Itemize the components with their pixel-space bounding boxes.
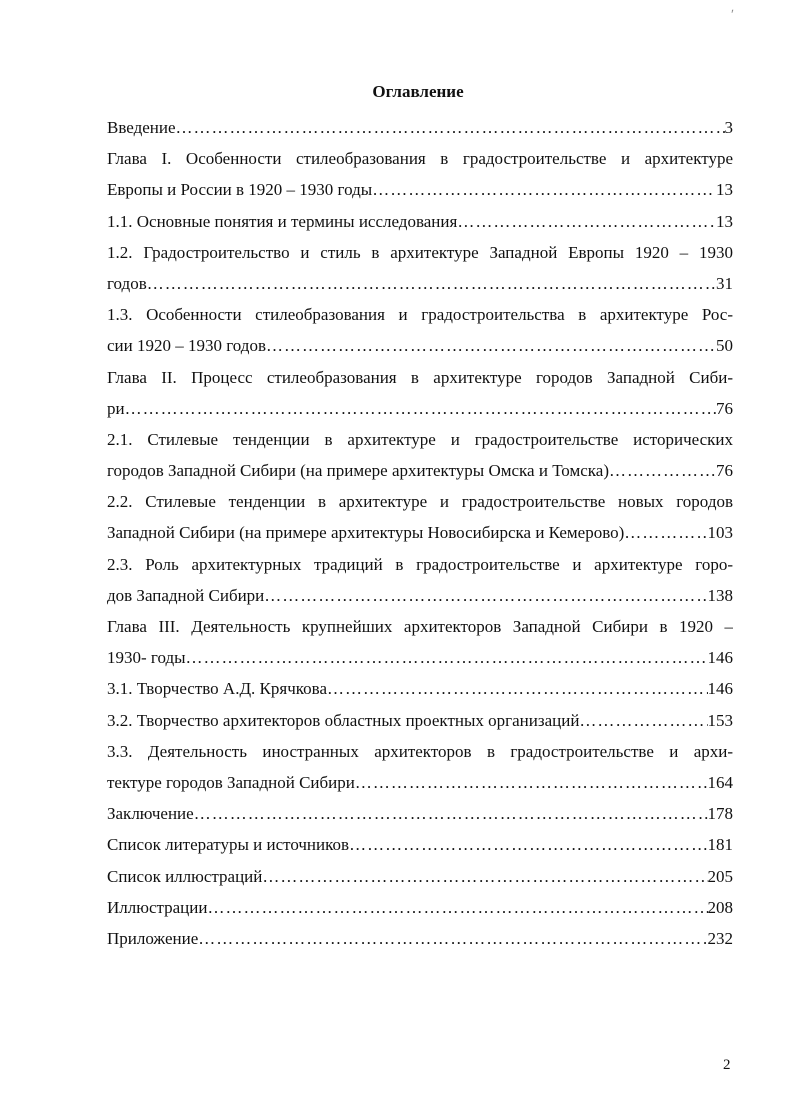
- toc-entry-title: Список литературы и источников: [107, 835, 350, 855]
- toc-entry: [107, 206, 733, 237]
- toc-entry-title: 1.1. Основные понятия и термины исследования: [107, 211, 458, 231]
- dot-leader: [579, 705, 707, 736]
- toc-entry-title: Список иллюстраций: [107, 866, 263, 886]
- toc-entry-page: 50: [716, 336, 733, 356]
- toc-entry-title: 3.2. Творчество архитекторов областных проектных организаций: [107, 710, 580, 730]
- dot-leader: [266, 330, 716, 361]
- toc-entry: [107, 767, 733, 798]
- toc-entry-page: 208: [707, 897, 733, 917]
- dot-leader: [457, 206, 716, 237]
- corner-mark: ʹ: [731, 8, 735, 23]
- toc-entry-page: 153: [707, 710, 733, 730]
- toc-entry-title: годов: [107, 273, 147, 293]
- toc-entry-line: 2.3. Роль архитектурных традиций в градостроительстве и архитектуре горо-: [107, 554, 733, 574]
- toc-entry: [107, 112, 733, 143]
- dot-leader: [262, 861, 707, 892]
- toc-entry: [107, 705, 733, 736]
- toc-entry-title: 1930- годы: [107, 648, 186, 668]
- toc-entry-page: 76: [716, 398, 733, 418]
- toc-entry-title: Европы и России в 1920 – 1930 годы: [107, 180, 373, 200]
- toc-entry-line: 2.2. Стилевые тенденции в архитектуре и градостроительстве новых городов: [107, 492, 733, 512]
- page-title: Оглавление: [372, 82, 464, 101]
- toc-entry-page: 76: [716, 461, 733, 481]
- toc-entry: [107, 268, 733, 299]
- toc-entry-title: Западной Сибири (на примере архитектуры Новосибирска и Кемерово): [107, 523, 625, 543]
- toc-entry-line: 3.3. Деятельность иностранных архитекторов в градостроительстве и архи-: [107, 741, 733, 761]
- toc-entry-page: 146: [707, 648, 733, 668]
- toc-entry: [107, 892, 733, 923]
- toc-entry-page: 138: [707, 585, 733, 605]
- toc-entry-title: Заключение: [107, 804, 194, 824]
- toc-entry-title: 3.1. Творчество А.Д. Крячкова: [107, 679, 328, 699]
- toc-entry: [107, 393, 733, 424]
- toc-entry-page: 13: [716, 211, 733, 231]
- toc-entry-title: дов Западной Сибири: [107, 585, 265, 605]
- toc-entry-line: Глава I. Особенности стилеобразования в градостроительстве и архитектуре: [107, 149, 733, 169]
- toc-entry: [107, 673, 733, 704]
- toc-entry-line: 1.3. Особенности стилеобразования и градостроительства в архитектуре Рос-: [107, 305, 733, 325]
- toc-entry: [107, 861, 733, 892]
- toc-entry-line: 1.2. Градостроительство и стиль в архитектуре Западной Европы 1920 – 1930: [107, 242, 733, 262]
- dot-leader: [125, 393, 716, 424]
- dot-leader: [624, 517, 707, 548]
- toc-entry-title: Приложение: [107, 928, 199, 948]
- toc-entry-page: 232: [707, 928, 733, 948]
- toc-entry-page: 181: [707, 835, 733, 855]
- toc-entry: [107, 330, 733, 361]
- table-of-contents: [107, 112, 733, 954]
- dot-leader: [264, 580, 707, 611]
- toc-entry-title: ри: [107, 398, 125, 418]
- toc-entry-line: Глава II. Процесс стилеобразования в архитектуре городов Западной Сиби-: [107, 367, 733, 387]
- toc-entry-line: Глава III. Деятельность крупнейших архитекторов Западной Сибири в 1920 –: [107, 617, 733, 636]
- dot-leader: [198, 923, 707, 954]
- dot-leader: [372, 174, 716, 205]
- dot-leader: [609, 455, 716, 486]
- dot-leader: [349, 829, 707, 860]
- dot-leader: [355, 767, 708, 798]
- toc-entry-page: 3: [724, 118, 733, 137]
- toc-entry-page: 146: [707, 679, 733, 699]
- toc-entry: [107, 517, 733, 548]
- toc-entry: [107, 580, 733, 611]
- toc-entry-page: 103: [707, 523, 733, 543]
- toc-entry-line: 2.1. Стилевые тенденции в архитектуре и градостроительстве исторических: [107, 429, 733, 449]
- toc-entry-title: Введение: [107, 118, 176, 137]
- toc-entry: [107, 455, 733, 486]
- toc-entry: [107, 174, 733, 205]
- toc-entry-page: 164: [707, 772, 733, 792]
- dot-leader: [147, 268, 716, 299]
- toc-entry-page: 205: [707, 866, 733, 886]
- toc-entry: [107, 642, 733, 673]
- toc-entry-title: городов Западной Сибири (на примере архитектуры Омска и Томска): [107, 461, 609, 481]
- page-number: 2: [723, 1057, 731, 1073]
- dot-leader: [176, 112, 725, 143]
- dot-leader: [186, 642, 708, 673]
- dot-leader: [194, 798, 708, 829]
- toc-entry-title: сии 1920 – 1930 годов: [107, 336, 266, 356]
- toc-entry: [107, 923, 733, 954]
- toc-entry: [107, 829, 733, 860]
- toc-entry-title: тектуре городов Западной Сибири: [107, 772, 355, 792]
- toc-entry-page: 31: [716, 273, 733, 293]
- dot-leader: [207, 892, 707, 923]
- dot-leader: [327, 673, 707, 704]
- toc-entry-page: 13: [716, 180, 733, 200]
- toc-entry-page: 178: [707, 804, 733, 824]
- toc-entry: [107, 798, 733, 829]
- toc-entry-title: Иллюстрации: [107, 897, 208, 917]
